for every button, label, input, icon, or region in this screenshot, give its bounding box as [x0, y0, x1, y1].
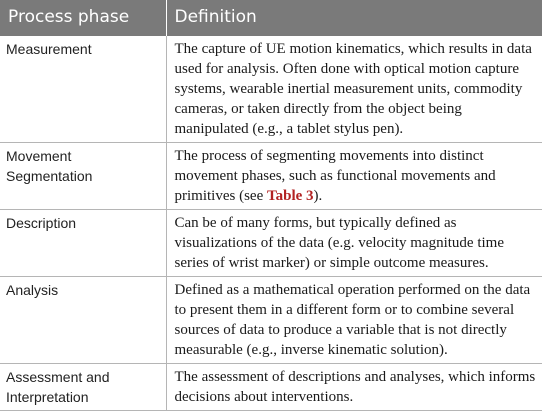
table-body	[0, 36, 542, 411]
header-row	[0, 0, 542, 36]
definition-cell: The capture of UE motion kinematics, which results in data used for analysis. Often done with optical motion capture systems, wearable inertial measurement units, commodity cameras, or taken directly from the object being manipulated (e.g., a tablet stylus pen).	[166, 36, 542, 143]
definition-cell: The assessment of descriptions and analyses, which informs decisions about interventions.	[166, 364, 542, 411]
definition-cell: Defined as a mathematical operation performed on the data to present them in a different form or to combine several sources of data to produce a variable that is not directly measurable (e.g., inverse kinematic solution).	[166, 277, 542, 364]
table-3-link[interactable]: Table 3	[266, 188, 314, 204]
phase-cell: Description	[0, 210, 166, 277]
phase-cell: Analysis	[0, 277, 166, 364]
header-process-phase: Process phase	[0, 0, 166, 36]
table-row	[0, 143, 542, 210]
phase-cell: Assessment and Interpretation	[0, 364, 166, 411]
definition-text-end: ).	[313, 188, 323, 204]
table-row	[0, 277, 542, 364]
table-row	[0, 210, 542, 277]
header-definition: Definition	[166, 0, 542, 36]
table-row	[0, 364, 542, 411]
definition-text: The process of segmenting movements into distinct movement phases, such as functional movements and primitives (see	[174, 148, 496, 204]
definition-cell: Can be of many forms, but typically defined as visualizations of the data (e.g. velocity magnitude time series of wrist marker) or simple outcome measures.	[166, 210, 542, 277]
phase-cell: Movement Segmentation	[0, 143, 166, 210]
table-row	[0, 36, 542, 143]
definition-cell	[166, 143, 542, 210]
table-header	[0, 0, 542, 36]
phase-cell: Measurement	[0, 36, 166, 143]
